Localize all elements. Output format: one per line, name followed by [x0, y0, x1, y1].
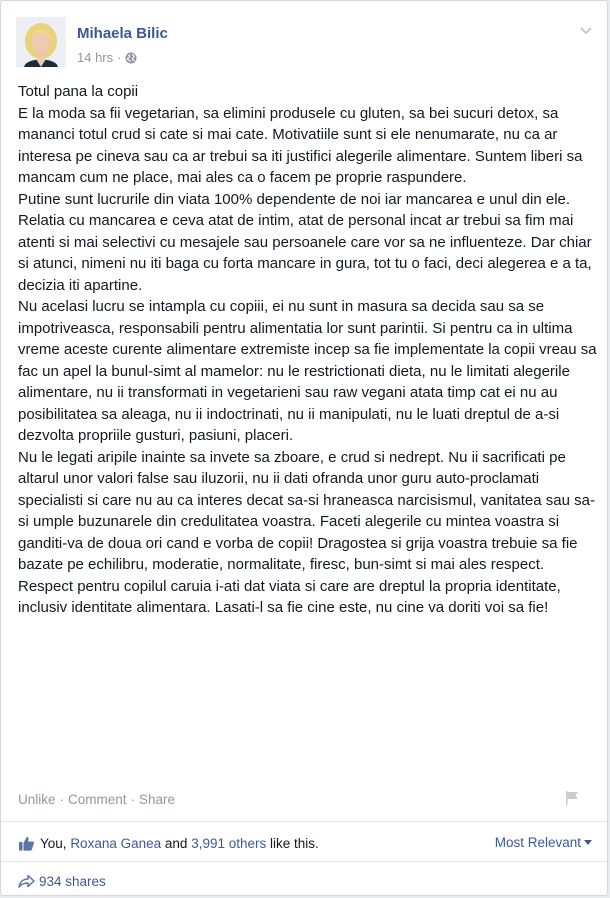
meta-separator: · [117, 50, 122, 65]
avatar-photo [16, 17, 66, 67]
avatar[interactable] [16, 17, 66, 67]
action-separator: · [130, 792, 136, 807]
post-meta [77, 50, 137, 65]
shares-count-link[interactable]: 934 shares [39, 874, 106, 889]
share-arrow-icon [18, 874, 35, 889]
post-timestamp[interactable]: 14 hrs [77, 50, 114, 65]
likes-suffix: like this. [270, 836, 319, 851]
post-paragraph: Putine sunt lucrurile din viata 100% dependente de noi iar mancarea e unul din ele. Relatia cu mancarea e ceva atat de intim, atat de personal incat ar trebui sa fim mai atenti si mai selectivi cu mesajele sau persoanele care vor sa ne influenteze. Dar chiar si atunci, nimeni nu iti baga cu forta mancare in gura, tot tu o faci, deci alegerea e a ta, decizia iti apartine. [18, 190, 592, 294]
likes-you: You, [40, 836, 67, 851]
globe-icon[interactable] [125, 52, 137, 64]
shares-summary[interactable] [18, 874, 106, 889]
post-paragraph: Nu le legati aripile inainte sa invete sa zboare, e crud si nedrept. Nu ii sacrificati pe altarul unor valori false sau iluzorii, nu ii dati ofranda unor guru auto-proclamati specialisti si care nu au ca interes decat sa-si hraneasca narcisismul, vanitatea sau sa-si umple buzunarele din credulitatea voastra. Faceti alegerile cu mintea voastra si ganditi-va de doua ori cand e vorba de copii! Dragostea si grija voastra trebuie sa fie bazate pe echilibru, moderatie, normalitate, firesc, bun-simt si mai ales respect. Respect pentru copilul caruia i-ati dat viata si care are dreptul la propria identitate, inclusiv identitate alimentara. Lasati-l sa fie cine este, nu cine va doriti voi sa fie! [18, 448, 595, 616]
action-separator: · [59, 792, 65, 807]
thumbs-up-icon [18, 835, 35, 852]
post-actions [18, 792, 175, 807]
likes-others-link[interactable]: 3,991 others [191, 836, 267, 851]
share-link[interactable]: Share [139, 792, 176, 807]
likes-summary [18, 835, 595, 852]
unlike-link[interactable]: Unlike [18, 792, 56, 807]
post-header [16, 17, 595, 73]
liker-name-link[interactable]: Roxana Ganea [70, 836, 162, 851]
flag-icon[interactable] [564, 790, 580, 806]
post-paragraph: Nu acelasi lucru se intampla cu copiii, ei nu sunt in masura sa decida sau sa se impotriveasca, responsabili pentru alimentatia lor sunt parintii. Si pentru ca in ultima vreme aceste curente alimentare extremiste incep sa fie implementate la copii vreau sa fac un apel la bunul-simt al mamelor: nu le restrictionati dieta, nu le limitati alegerile alimentare, nu ii transformati in vegetarieni sau raw vegani atata timp cat ei nu au posibilitatea sa aleaga, nu ii indoctrinati, nu ii manipulati, nu le luati dreptul de a-si dezvolta propriile gusturi, pasiuni, placeri. [18, 298, 597, 444]
chevron-down-icon[interactable] [577, 23, 595, 37]
author-name[interactable]: Mihaela Bilic [77, 25, 168, 42]
divider [1, 821, 607, 822]
comment-sort-dropdown[interactable] [495, 835, 592, 850]
post-paragraph: E la moda sa fii vegetarian, sa elimini produsele cu gluten, sa bei sucuri detox, sa mananci totul crud si cate si mai cate. Motivatiile sunt si ele nenumarate, nu ca ar interesa pe cineva sau ca ar trebui sa iti justifici alegerile alimentare. Suntem liberi sa mancam cum ne place, mai ales ca o facem pe proprie raspundere. [18, 104, 583, 186]
post-text [18, 81, 598, 619]
post-title-line: Totul pana la copii [18, 83, 139, 100]
divider [1, 861, 607, 862]
comment-link[interactable]: Comment [68, 792, 127, 807]
caret-down-icon [584, 840, 592, 846]
comment-sort-label: Most Relevant [494, 835, 581, 850]
likes-and: and [164, 836, 188, 851]
